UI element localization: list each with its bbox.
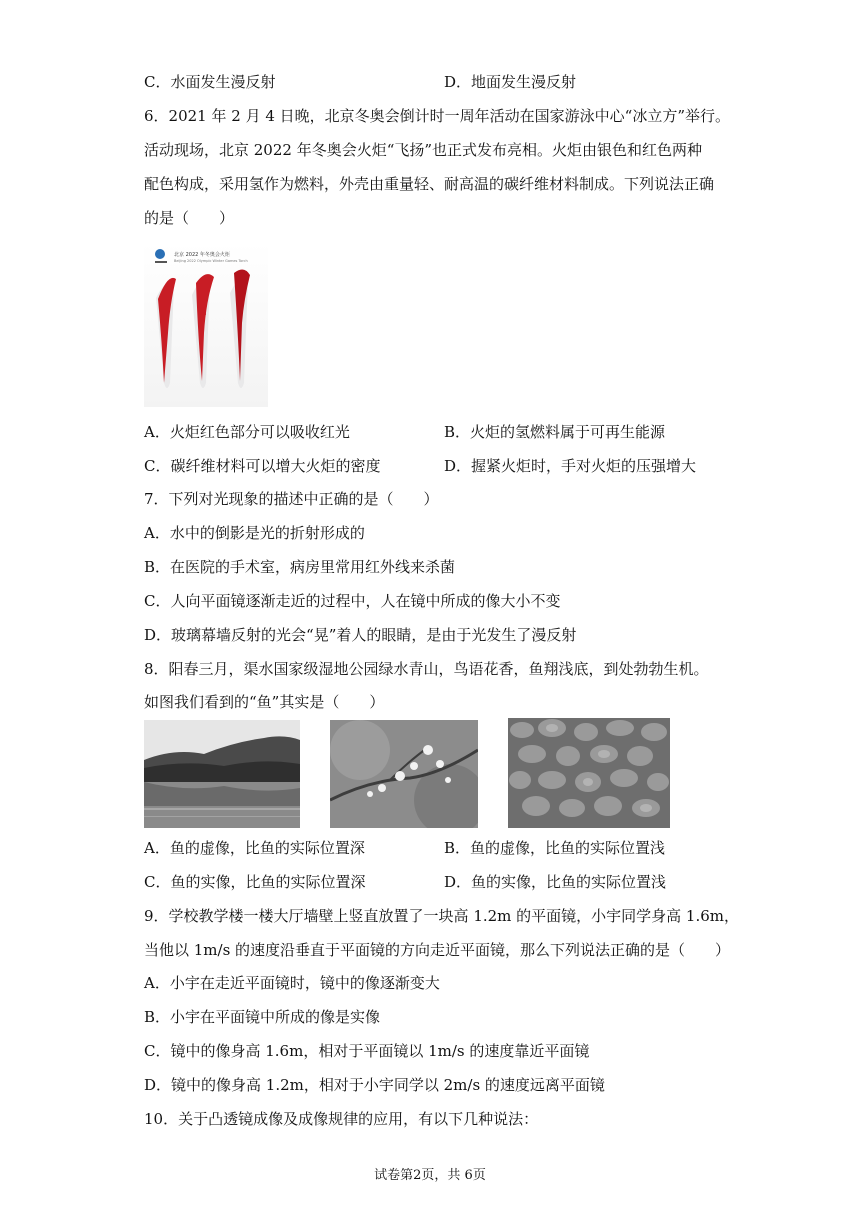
pebbles-photo xyxy=(508,718,670,828)
q6-stem-line-2: 活动现场，北京 2022 年冬奥会火炬“飞扬”也正式发布亮相。火炬由银色和红色两种 xyxy=(144,141,703,159)
q5-option-c: C．水面发生漫反射 xyxy=(144,73,276,91)
q7-option-a: A．水中的倒影是光的折射形成的 xyxy=(144,524,365,542)
q9-option-a: A．小宇在走近平面镜时，镜中的像逐渐变大 xyxy=(144,974,440,992)
torch-caption: 北京 2022 年冬奥会火炬 xyxy=(174,252,230,258)
q6-option-c: C．碳纤维材料可以增大火炬的密度 xyxy=(144,457,381,475)
q6-stem-line-1: 6．2021 年 2 月 4 日晚，北京冬奥会倒计时一周年活动在国家游泳中心“冰立方”举行。 xyxy=(144,107,730,125)
q6-option-d: D．握紧火炬时，手对火炬的压强增大 xyxy=(444,457,697,475)
q8-stem-line-2: 如图我们看到的“鱼”其实是（ ） xyxy=(144,693,385,711)
lake-photo xyxy=(144,720,300,828)
torch-caption-en: Beijing 2022 Olympic Winter Games Torch xyxy=(174,259,248,263)
q6-stem-line-4: 的是（ ） xyxy=(144,209,235,227)
q7-option-c: C．人向平面镜逐渐走近的过程中，人在镜中所成的像大小不变 xyxy=(144,592,561,610)
q8-option-d: D．鱼的实像，比鱼的实际位置浅 xyxy=(444,873,667,891)
q8-option-a: A．鱼的虚像，比鱼的实际位置深 xyxy=(144,839,365,857)
q5-option-d: D．地面发生漫反射 xyxy=(444,73,577,91)
q7-option-b: B．在医院的手术室，病房里常用红外线来杀菌 xyxy=(144,558,456,576)
q9-option-c: C．镜中的像身高 1.6m，相对于平面镜以 1m/s 的速度靠近平面镜 xyxy=(144,1042,590,1060)
page-footer: 试卷第2页，共 6页 xyxy=(374,1168,486,1183)
q6-stem-line-3: 配色构成，采用氢作为燃料，外壳由重量轻、耐高温的碳纤维材料制成。下列说法正确 xyxy=(144,175,715,193)
q7-stem: 7．下列对光现象的描述中正确的是（ ） xyxy=(144,490,439,508)
q9-option-d: D．镜中的像身高 1.2m，相对于小宇同学以 2m/s 的速度远离平面镜 xyxy=(144,1076,605,1094)
torch-image xyxy=(144,243,268,407)
q9-stem-line-1: 9．学校教学楼一楼大厅墙壁上竖直放置了一块高 1.2m 的平面镜，小宇同学身高 1.6m， xyxy=(144,907,740,925)
q8-stem-line-1: 8．阳春三月，渠水国家级湿地公园绿水青山，鸟语花香，鱼翔浅底，到处勃勃生机。 xyxy=(144,660,709,678)
blossom-photo xyxy=(330,720,478,828)
q6-option-b: B．火炬的氢燃料属于可再生能源 xyxy=(444,423,666,441)
q9-option-b: B．小宇在平面镜中所成的像是实像 xyxy=(144,1008,381,1026)
q6-option-a: A．火炬红色部分可以吸收红光 xyxy=(144,423,350,441)
q8-option-b: B．鱼的虚像，比鱼的实际位置浅 xyxy=(444,839,666,857)
q10-stem: 10．关于凸透镜成像及成像规律的应用，有以下几种说法： xyxy=(144,1110,539,1128)
q9-stem-line-2: 当他以 1m/s 的速度沿垂直于平面镜的方向走近平面镜，那么下列说法正确的是（ ） xyxy=(144,941,731,959)
q7-option-d: D．玻璃幕墙反射的光会“晃”着人的眼睛，是由于光发生了漫反射 xyxy=(144,626,577,644)
q8-option-c: C．鱼的实像，比鱼的实际位置深 xyxy=(144,873,366,891)
